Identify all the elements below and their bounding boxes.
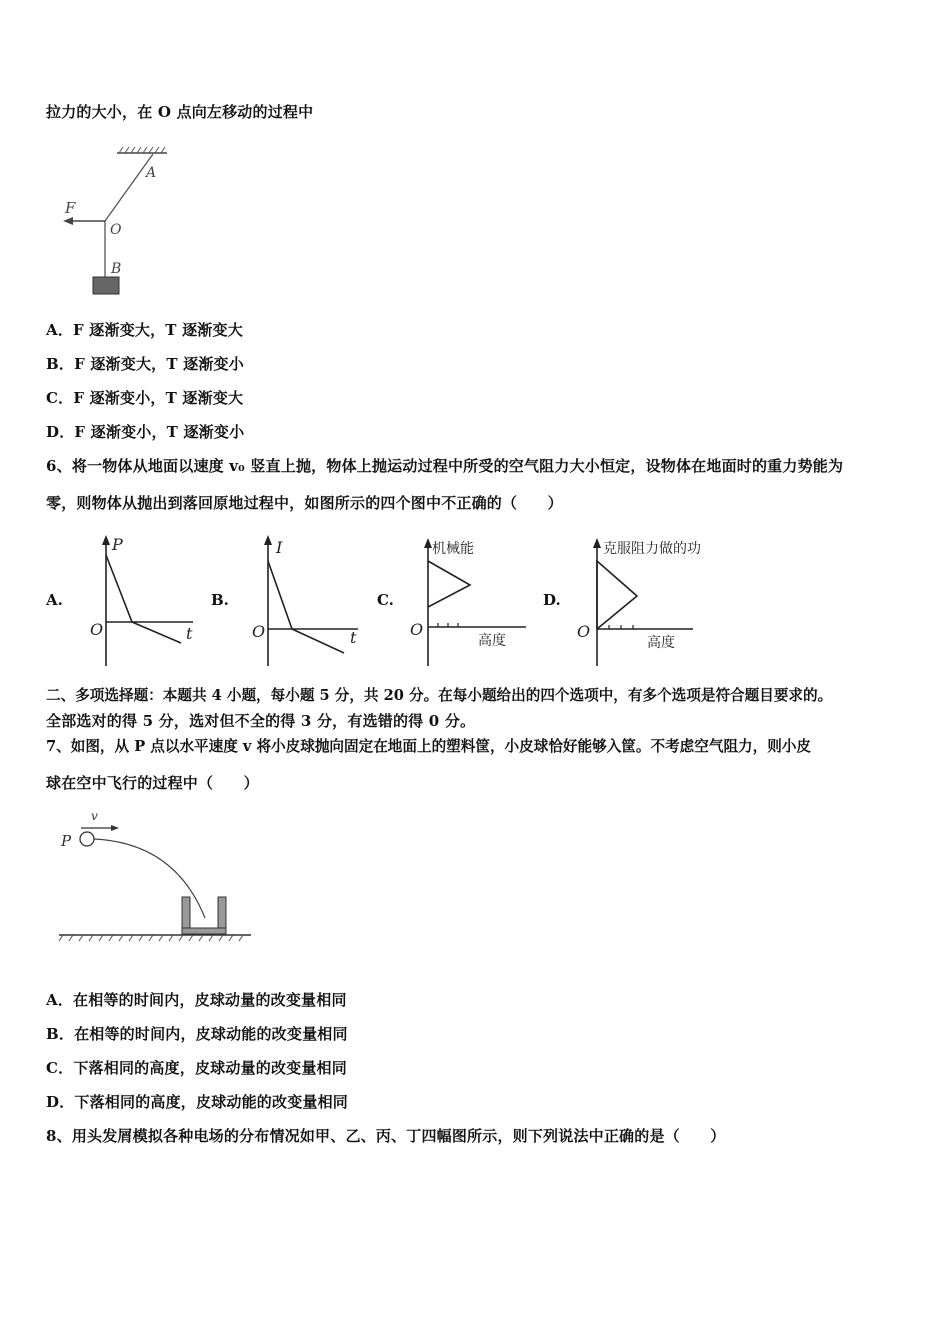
graph-c-x-label: 高度 xyxy=(478,633,506,649)
q6-graph-b-label: B. xyxy=(211,591,229,609)
q7-label-v: v xyxy=(91,809,98,823)
graph-c-origin: O xyxy=(410,620,424,639)
q5-label-f: F xyxy=(65,199,76,217)
q6-graph-d-label: D. xyxy=(543,591,561,609)
graph-d-y-label: 克服阻力做的功 xyxy=(603,541,701,557)
q7-option-a: A．在相等的时间内，皮球动量的改变量相同 xyxy=(46,991,347,1009)
q7-option-b: B．在相等的时间内，皮球动能的改变量相同 xyxy=(46,1025,348,1043)
q6-stem-line1: 6、将一物体从地面以速度 v₀ 竖直上抛，物体上抛运动过程中所受的空气阻力大小恒定，设物体在地面时的重力势能为 xyxy=(46,457,844,475)
section2-heading-line1: 二、多项选择题：本题共 4 小题，每小题 5 分，共 20 分。在每小题给出的四个选项中，有多个选项是符合题目要求的。 xyxy=(46,687,833,704)
graph-a-x-label: t xyxy=(186,624,193,643)
q5-option-b: B．F 逐渐变大，T 逐渐变小 xyxy=(46,355,244,373)
q5-label-o: O xyxy=(110,222,122,238)
q5-option-c: C．F 逐渐变小，T 逐渐变大 xyxy=(46,389,244,407)
q5-label-b: B xyxy=(111,261,122,277)
graph-a-y-label: P xyxy=(112,535,123,554)
q5-stem-tail: 拉力的大小，在 O 点向左移动的过程中 xyxy=(46,103,314,121)
q7-stem-line1: 7、如图，从 P 点以水平速度 v 将小皮球抛向固定在地面上的塑料筐，小皮球恰好能够入筐。不考虑空气阻力，则小皮 xyxy=(46,738,812,755)
q6-graph-a-label: A. xyxy=(46,591,63,609)
q6-graph-d xyxy=(575,533,735,668)
graph-b-x-label: t xyxy=(350,628,357,647)
q6-graph-a xyxy=(88,533,198,668)
graph-b-y-label: I xyxy=(276,538,283,557)
graph-a-origin: O xyxy=(90,620,104,639)
q6-stem-line2: 零，则物体从抛出到落回原地过程中，如图所示的四个图中不正确的（ ） xyxy=(46,494,563,512)
q8-stem: 8、用头发屑模拟各种电场的分布情况如甲、乙、丙、丁四幅图所示，则下列说法中正确的是（ ） xyxy=(46,1127,726,1145)
q7-figure xyxy=(55,808,260,953)
graph-d-origin: O xyxy=(577,622,591,641)
q7-label-p: P xyxy=(61,832,72,850)
graph-d-x-label: 高度 xyxy=(647,635,675,651)
q5-option-d: D．F 逐渐变小，T 逐渐变小 xyxy=(46,423,245,441)
q5-figure xyxy=(55,145,185,300)
q7-stem-line2: 球在空中飞行的过程中（ ） xyxy=(46,774,259,792)
graph-b-origin: O xyxy=(252,622,266,641)
graph-c-y-label: 机械能 xyxy=(432,541,474,557)
q6-graph-c-label: C. xyxy=(377,591,394,609)
q5-label-a: A xyxy=(146,165,157,181)
q6-graph-b xyxy=(250,533,365,668)
q7-option-c: C．下落相同的高度，皮球动量的改变量相同 xyxy=(46,1059,347,1077)
section2-heading-line2: 全部选对的得 5 分，选对但不全的得 3 分，有选错的得 0 分。 xyxy=(46,712,476,730)
q5-option-a: A．F 逐渐变大，T 逐渐变大 xyxy=(46,321,243,339)
q6-graph-c xyxy=(408,533,528,668)
q7-option-d: D．下落相同的高度，皮球动能的改变量相同 xyxy=(46,1093,349,1111)
